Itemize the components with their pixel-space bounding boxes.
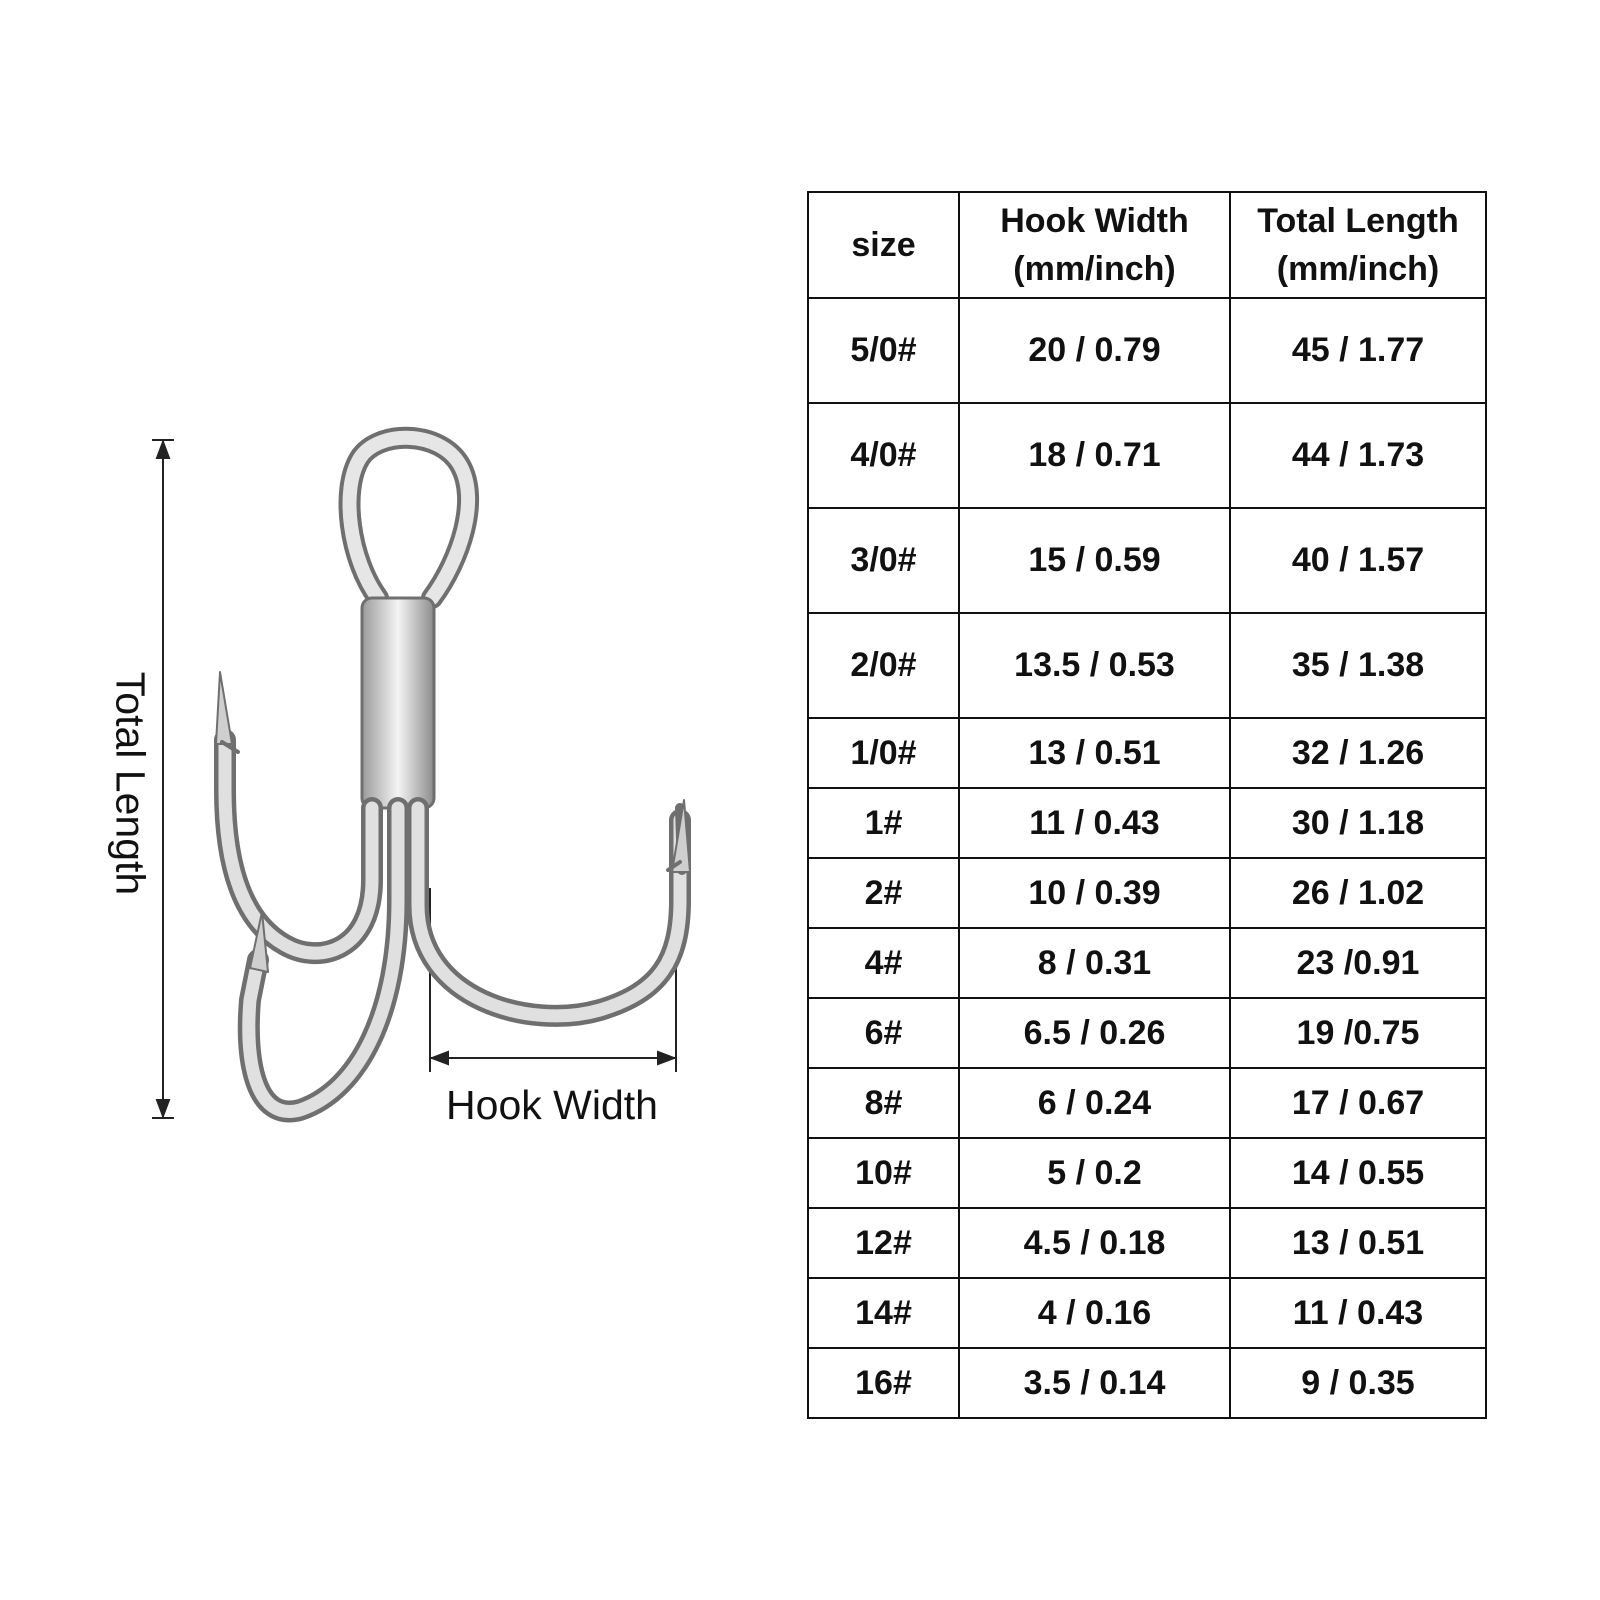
table-row bbox=[808, 998, 1486, 1068]
header-total-length: Total Length (mm/inch) bbox=[1230, 192, 1486, 298]
cell-total-length: 11 / 0.43 bbox=[1230, 1278, 1486, 1348]
cell-size: 3/0# bbox=[808, 508, 959, 613]
cell-hook-width: 4.5 / 0.18 bbox=[959, 1208, 1230, 1278]
table-row bbox=[808, 1208, 1486, 1278]
cell-hook-width: 15 / 0.59 bbox=[959, 508, 1230, 613]
cell-total-length: 13 / 0.51 bbox=[1230, 1208, 1486, 1278]
cell-hook-width: 4 / 0.16 bbox=[959, 1278, 1230, 1348]
cell-size: 10# bbox=[808, 1138, 959, 1208]
table-row bbox=[808, 1138, 1486, 1208]
cell-size: 2/0# bbox=[808, 613, 959, 718]
cell-total-length: 35 / 1.38 bbox=[1230, 613, 1486, 718]
table-row bbox=[808, 508, 1486, 613]
cell-size: 8# bbox=[808, 1068, 959, 1138]
table-row bbox=[808, 928, 1486, 998]
cell-hook-width: 8 / 0.31 bbox=[959, 928, 1230, 998]
cell-hook-width: 6 / 0.24 bbox=[959, 1068, 1230, 1138]
table-row bbox=[808, 298, 1486, 403]
size-chart-table bbox=[807, 191, 1487, 1419]
cell-total-length: 45 / 1.77 bbox=[1230, 298, 1486, 403]
cell-total-length: 17 / 0.67 bbox=[1230, 1068, 1486, 1138]
cell-total-length: 19 /0.75 bbox=[1230, 998, 1486, 1068]
cell-size: 1# bbox=[808, 788, 959, 858]
cell-hook-width: 3.5 / 0.14 bbox=[959, 1348, 1230, 1418]
cell-hook-width: 13.5 / 0.53 bbox=[959, 613, 1230, 718]
cell-hook-width: 10 / 0.39 bbox=[959, 858, 1230, 928]
cell-size: 1/0# bbox=[808, 718, 959, 788]
table-row bbox=[808, 1348, 1486, 1418]
cell-total-length: 9 / 0.35 bbox=[1230, 1348, 1486, 1418]
cell-size: 4# bbox=[808, 928, 959, 998]
table-row bbox=[808, 1278, 1486, 1348]
cell-size: 5/0# bbox=[808, 298, 959, 403]
table-row bbox=[808, 1068, 1486, 1138]
cell-hook-width: 6.5 / 0.26 bbox=[959, 998, 1230, 1068]
table-row bbox=[808, 718, 1486, 788]
cell-hook-width: 20 / 0.79 bbox=[959, 298, 1230, 403]
table-row bbox=[808, 613, 1486, 718]
table-header-row bbox=[808, 192, 1486, 298]
header-size: size bbox=[808, 192, 959, 298]
cell-hook-width: 11 / 0.43 bbox=[959, 788, 1230, 858]
hook-width-label: Hook Width bbox=[446, 1082, 658, 1128]
cell-size: 6# bbox=[808, 998, 959, 1068]
cell-hook-width: 5 / 0.2 bbox=[959, 1138, 1230, 1208]
cell-total-length: 30 / 1.18 bbox=[1230, 788, 1486, 858]
cell-total-length: 14 / 0.55 bbox=[1230, 1138, 1486, 1208]
cell-hook-width: 18 / 0.71 bbox=[959, 403, 1230, 508]
cell-size: 14# bbox=[808, 1278, 959, 1348]
cell-total-length: 32 / 1.26 bbox=[1230, 718, 1486, 788]
total-length-label: Total Length bbox=[107, 671, 154, 896]
cell-size: 4/0# bbox=[808, 403, 959, 508]
cell-total-length: 44 / 1.73 bbox=[1230, 403, 1486, 508]
cell-total-length: 23 /0.91 bbox=[1230, 928, 1486, 998]
cell-total-length: 26 / 1.02 bbox=[1230, 858, 1486, 928]
table-row bbox=[808, 788, 1486, 858]
table-row bbox=[808, 858, 1486, 928]
treble-hook bbox=[216, 438, 690, 1112]
cell-hook-width: 13 / 0.51 bbox=[959, 718, 1230, 788]
hook-width-dimension bbox=[430, 868, 676, 1072]
cell-size: 12# bbox=[808, 1208, 959, 1278]
cell-size: 2# bbox=[808, 858, 959, 928]
total-length-dimension bbox=[152, 440, 174, 1118]
table-row bbox=[808, 403, 1486, 508]
cell-size: 16# bbox=[808, 1348, 959, 1418]
header-hook-width: Hook Width (mm/inch) bbox=[959, 192, 1230, 298]
cell-total-length: 40 / 1.57 bbox=[1230, 508, 1486, 613]
